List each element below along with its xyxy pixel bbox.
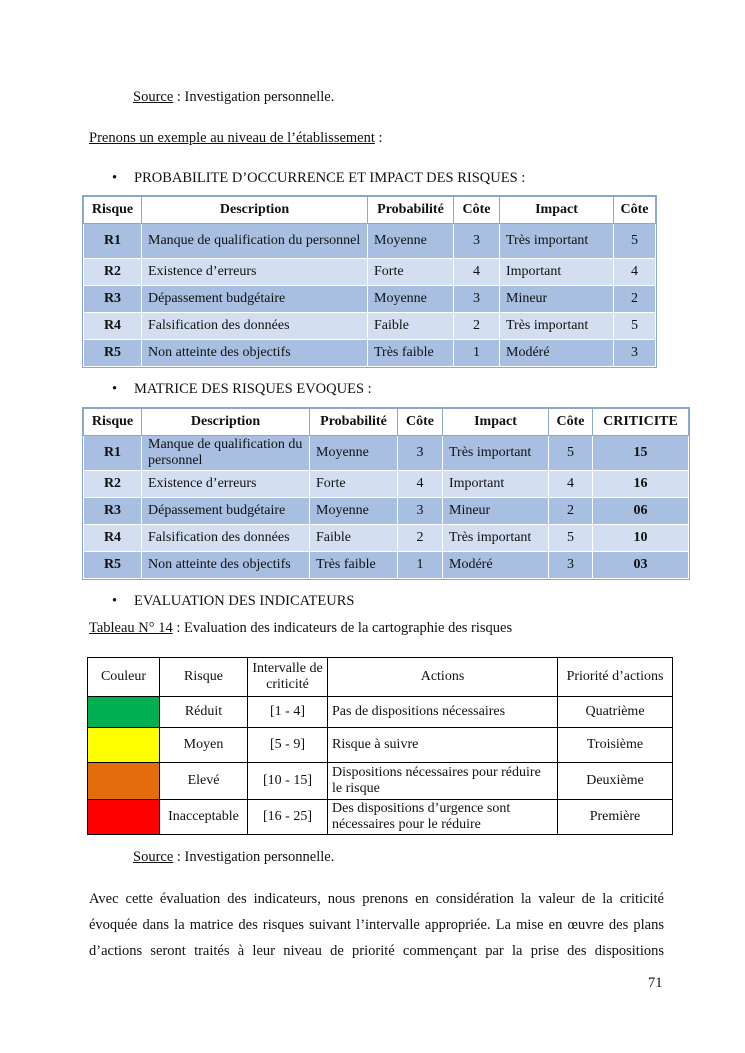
table-cell: Modéré bbox=[500, 340, 614, 367]
indicator-evaluation-table bbox=[87, 657, 673, 835]
table-row bbox=[84, 471, 689, 498]
intro-text: : bbox=[374, 130, 383, 146]
table-cell: 5 bbox=[614, 224, 656, 259]
table-cell: Faible bbox=[368, 313, 454, 340]
table-cell: Moyen bbox=[160, 728, 248, 763]
source-note bbox=[133, 89, 334, 106]
color-swatch bbox=[88, 800, 160, 835]
bullet-text: PROBABILITE D’OCCURRENCE ET IMPACT DES RISQUES : bbox=[134, 170, 526, 186]
table-cell: [5 - 9] bbox=[248, 728, 328, 763]
table-row bbox=[84, 498, 689, 525]
table-cell: Deuxième bbox=[558, 763, 673, 800]
table-cell: Non atteinte des objectifs bbox=[142, 340, 368, 367]
table-cell: Mineur bbox=[443, 498, 549, 525]
table-row bbox=[84, 286, 656, 313]
page-number: 71 bbox=[648, 975, 663, 991]
table-row bbox=[88, 728, 673, 763]
table-row bbox=[88, 697, 673, 728]
column-header: Probabilité bbox=[368, 197, 454, 224]
column-header: Priorité d’actions bbox=[558, 658, 673, 697]
table-cell: Existence d’erreurs bbox=[142, 259, 368, 286]
table-cell: Réduit bbox=[160, 697, 248, 728]
table-cell: Dispositions nécessaires pour réduire le risque bbox=[328, 763, 558, 800]
intro-line bbox=[89, 130, 383, 147]
column-header: Risque bbox=[160, 658, 248, 697]
table-cell: R1 bbox=[84, 436, 142, 471]
table-cell: 16 bbox=[593, 471, 689, 498]
table-cell: 06 bbox=[593, 498, 689, 525]
table-cell: Première bbox=[558, 800, 673, 835]
table-cell: 2 bbox=[549, 498, 593, 525]
table-cell: 5 bbox=[614, 313, 656, 340]
table-cell: Dépassement budgétaire bbox=[142, 498, 310, 525]
body-paragraph bbox=[89, 886, 664, 964]
color-swatch bbox=[88, 728, 160, 763]
table-cell: 2 bbox=[614, 286, 656, 313]
column-header: Actions bbox=[328, 658, 558, 697]
table-cell: 5 bbox=[549, 436, 593, 471]
bullet-text: EVALUATION DES INDICATEURS bbox=[134, 593, 355, 609]
table-cell: Modéré bbox=[443, 552, 549, 579]
table-cell: Très important bbox=[500, 224, 614, 259]
source-note bbox=[133, 849, 334, 866]
column-header: Côte bbox=[454, 197, 500, 224]
table-cell: 15 bbox=[593, 436, 689, 471]
column-header: CRITICITE bbox=[593, 409, 689, 436]
table-row bbox=[84, 259, 656, 286]
column-header: Description bbox=[142, 197, 368, 224]
table-cell: Pas de dispositions nécessaires bbox=[328, 697, 558, 728]
table-cell: Non atteinte des objectifs bbox=[142, 552, 310, 579]
table-cell: Troisième bbox=[558, 728, 673, 763]
table-row bbox=[88, 800, 673, 835]
table-row bbox=[88, 763, 673, 800]
table-row bbox=[84, 436, 689, 471]
column-header: Couleur bbox=[88, 658, 160, 697]
table-cell: Manque de qualification du personnel bbox=[142, 224, 368, 259]
column-header: Côte bbox=[614, 197, 656, 224]
column-header: Probabilité bbox=[310, 409, 398, 436]
table-cell: 3 bbox=[549, 552, 593, 579]
table-cell: Inacceptable bbox=[160, 800, 248, 835]
table-cell: Risque à suivre bbox=[328, 728, 558, 763]
table-cell: Moyenne bbox=[310, 498, 398, 525]
table-cell: Forte bbox=[310, 471, 398, 498]
table-cell: 03 bbox=[593, 552, 689, 579]
column-header: Risque bbox=[84, 197, 142, 224]
table-cell: [10 - 15] bbox=[248, 763, 328, 800]
source-text: : Investigation personnelle. bbox=[173, 89, 335, 105]
table-cell: Très important bbox=[443, 436, 549, 471]
table-cell: Très faible bbox=[368, 340, 454, 367]
color-swatch bbox=[88, 763, 160, 800]
table-cell: Des dispositions d’urgence sont nécessaires pour le réduire bbox=[328, 800, 558, 835]
column-header: Côte bbox=[398, 409, 443, 436]
table-row bbox=[84, 552, 689, 579]
column-header: Risque bbox=[84, 409, 142, 436]
table-cell: Important bbox=[443, 471, 549, 498]
table-cell: Très faible bbox=[310, 552, 398, 579]
bullet-heading bbox=[112, 593, 354, 610]
table-cell: R5 bbox=[84, 340, 142, 367]
table-cell: Elevé bbox=[160, 763, 248, 800]
table-cell: 4 bbox=[454, 259, 500, 286]
table-cell: Existence d’erreurs bbox=[142, 471, 310, 498]
table-cell: 3 bbox=[398, 498, 443, 525]
source-text: : Investigation personnelle. bbox=[173, 849, 335, 865]
table-cell: R3 bbox=[84, 286, 142, 313]
color-swatch bbox=[88, 697, 160, 728]
table-cell: R3 bbox=[84, 498, 142, 525]
table-cell: R5 bbox=[84, 552, 142, 579]
column-header: Description bbox=[142, 409, 310, 436]
column-header: Impact bbox=[443, 409, 549, 436]
table-cell: Moyenne bbox=[368, 224, 454, 259]
caption-text: : Evaluation des indicateurs de la cartographie des risques bbox=[172, 620, 513, 636]
table-cell: R4 bbox=[84, 313, 142, 340]
bullet-heading bbox=[112, 381, 372, 398]
table-cell: [16 - 25] bbox=[248, 800, 328, 835]
table-row bbox=[84, 525, 689, 552]
bullet-icon: • bbox=[112, 170, 118, 186]
table-row bbox=[84, 224, 656, 259]
table-cell: 3 bbox=[398, 436, 443, 471]
table-cell: 4 bbox=[398, 471, 443, 498]
table-cell: Forte bbox=[368, 259, 454, 286]
table-cell: Moyenne bbox=[310, 436, 398, 471]
table-cell: 10 bbox=[593, 525, 689, 552]
column-header: Côte bbox=[549, 409, 593, 436]
paragraph-line: Avec cette évaluation des indicateurs, nous prenons en considération la valeur de la criticité bbox=[89, 891, 664, 907]
bullet-heading bbox=[112, 170, 525, 187]
table-cell: [1 - 4] bbox=[248, 697, 328, 728]
table-caption bbox=[89, 620, 512, 637]
table-cell: Falsification des données bbox=[142, 525, 310, 552]
table-row bbox=[84, 340, 656, 367]
column-header: Intervalle de criticité bbox=[248, 658, 328, 697]
table-cell: 2 bbox=[454, 313, 500, 340]
table-cell: Dépassement budgétaire bbox=[142, 286, 368, 313]
table-cell: Manque de qualification du personnel bbox=[142, 436, 310, 471]
table-cell: Falsification des données bbox=[142, 313, 368, 340]
bullet-icon: • bbox=[112, 381, 118, 397]
risk-matrix-table bbox=[82, 407, 690, 580]
table-cell: R1 bbox=[84, 224, 142, 259]
probability-impact-table bbox=[82, 195, 657, 368]
table-cell: Mineur bbox=[500, 286, 614, 313]
column-header: Impact bbox=[500, 197, 614, 224]
table-row bbox=[84, 313, 656, 340]
bullet-text: MATRICE DES RISQUES EVOQUES : bbox=[134, 381, 372, 397]
table-cell: 4 bbox=[614, 259, 656, 286]
source-label: Source bbox=[133, 849, 174, 865]
table-cell: Très important bbox=[443, 525, 549, 552]
table-cell: R2 bbox=[84, 471, 142, 498]
table-cell: 2 bbox=[398, 525, 443, 552]
caption-label: Tableau N° 14 bbox=[89, 620, 173, 636]
paragraph-line: d’actions seront traités à leur niveau de priorité commençant par la prise des dispositions bbox=[89, 943, 664, 959]
bullet-icon: • bbox=[112, 593, 118, 609]
table-cell: 1 bbox=[398, 552, 443, 579]
table-cell: R2 bbox=[84, 259, 142, 286]
table-cell: 3 bbox=[614, 340, 656, 367]
table-cell: 3 bbox=[454, 286, 500, 313]
intro-label: Prenons un exemple au niveau de l’établissement bbox=[89, 130, 375, 146]
table-cell: Très important bbox=[500, 313, 614, 340]
table-cell: 4 bbox=[549, 471, 593, 498]
paragraph-line: évoquée dans la matrice des risques suivant l’intervalle appropriée. La mise en œuvre des plans bbox=[89, 917, 664, 933]
table-cell: Quatrième bbox=[558, 697, 673, 728]
table-cell: Moyenne bbox=[368, 286, 454, 313]
table-cell: 3 bbox=[454, 224, 500, 259]
table-cell: 5 bbox=[549, 525, 593, 552]
source-label: Source bbox=[133, 89, 174, 105]
table-cell: Faible bbox=[310, 525, 398, 552]
table-cell: 1 bbox=[454, 340, 500, 367]
table-cell: Important bbox=[500, 259, 614, 286]
table-cell: R4 bbox=[84, 525, 142, 552]
